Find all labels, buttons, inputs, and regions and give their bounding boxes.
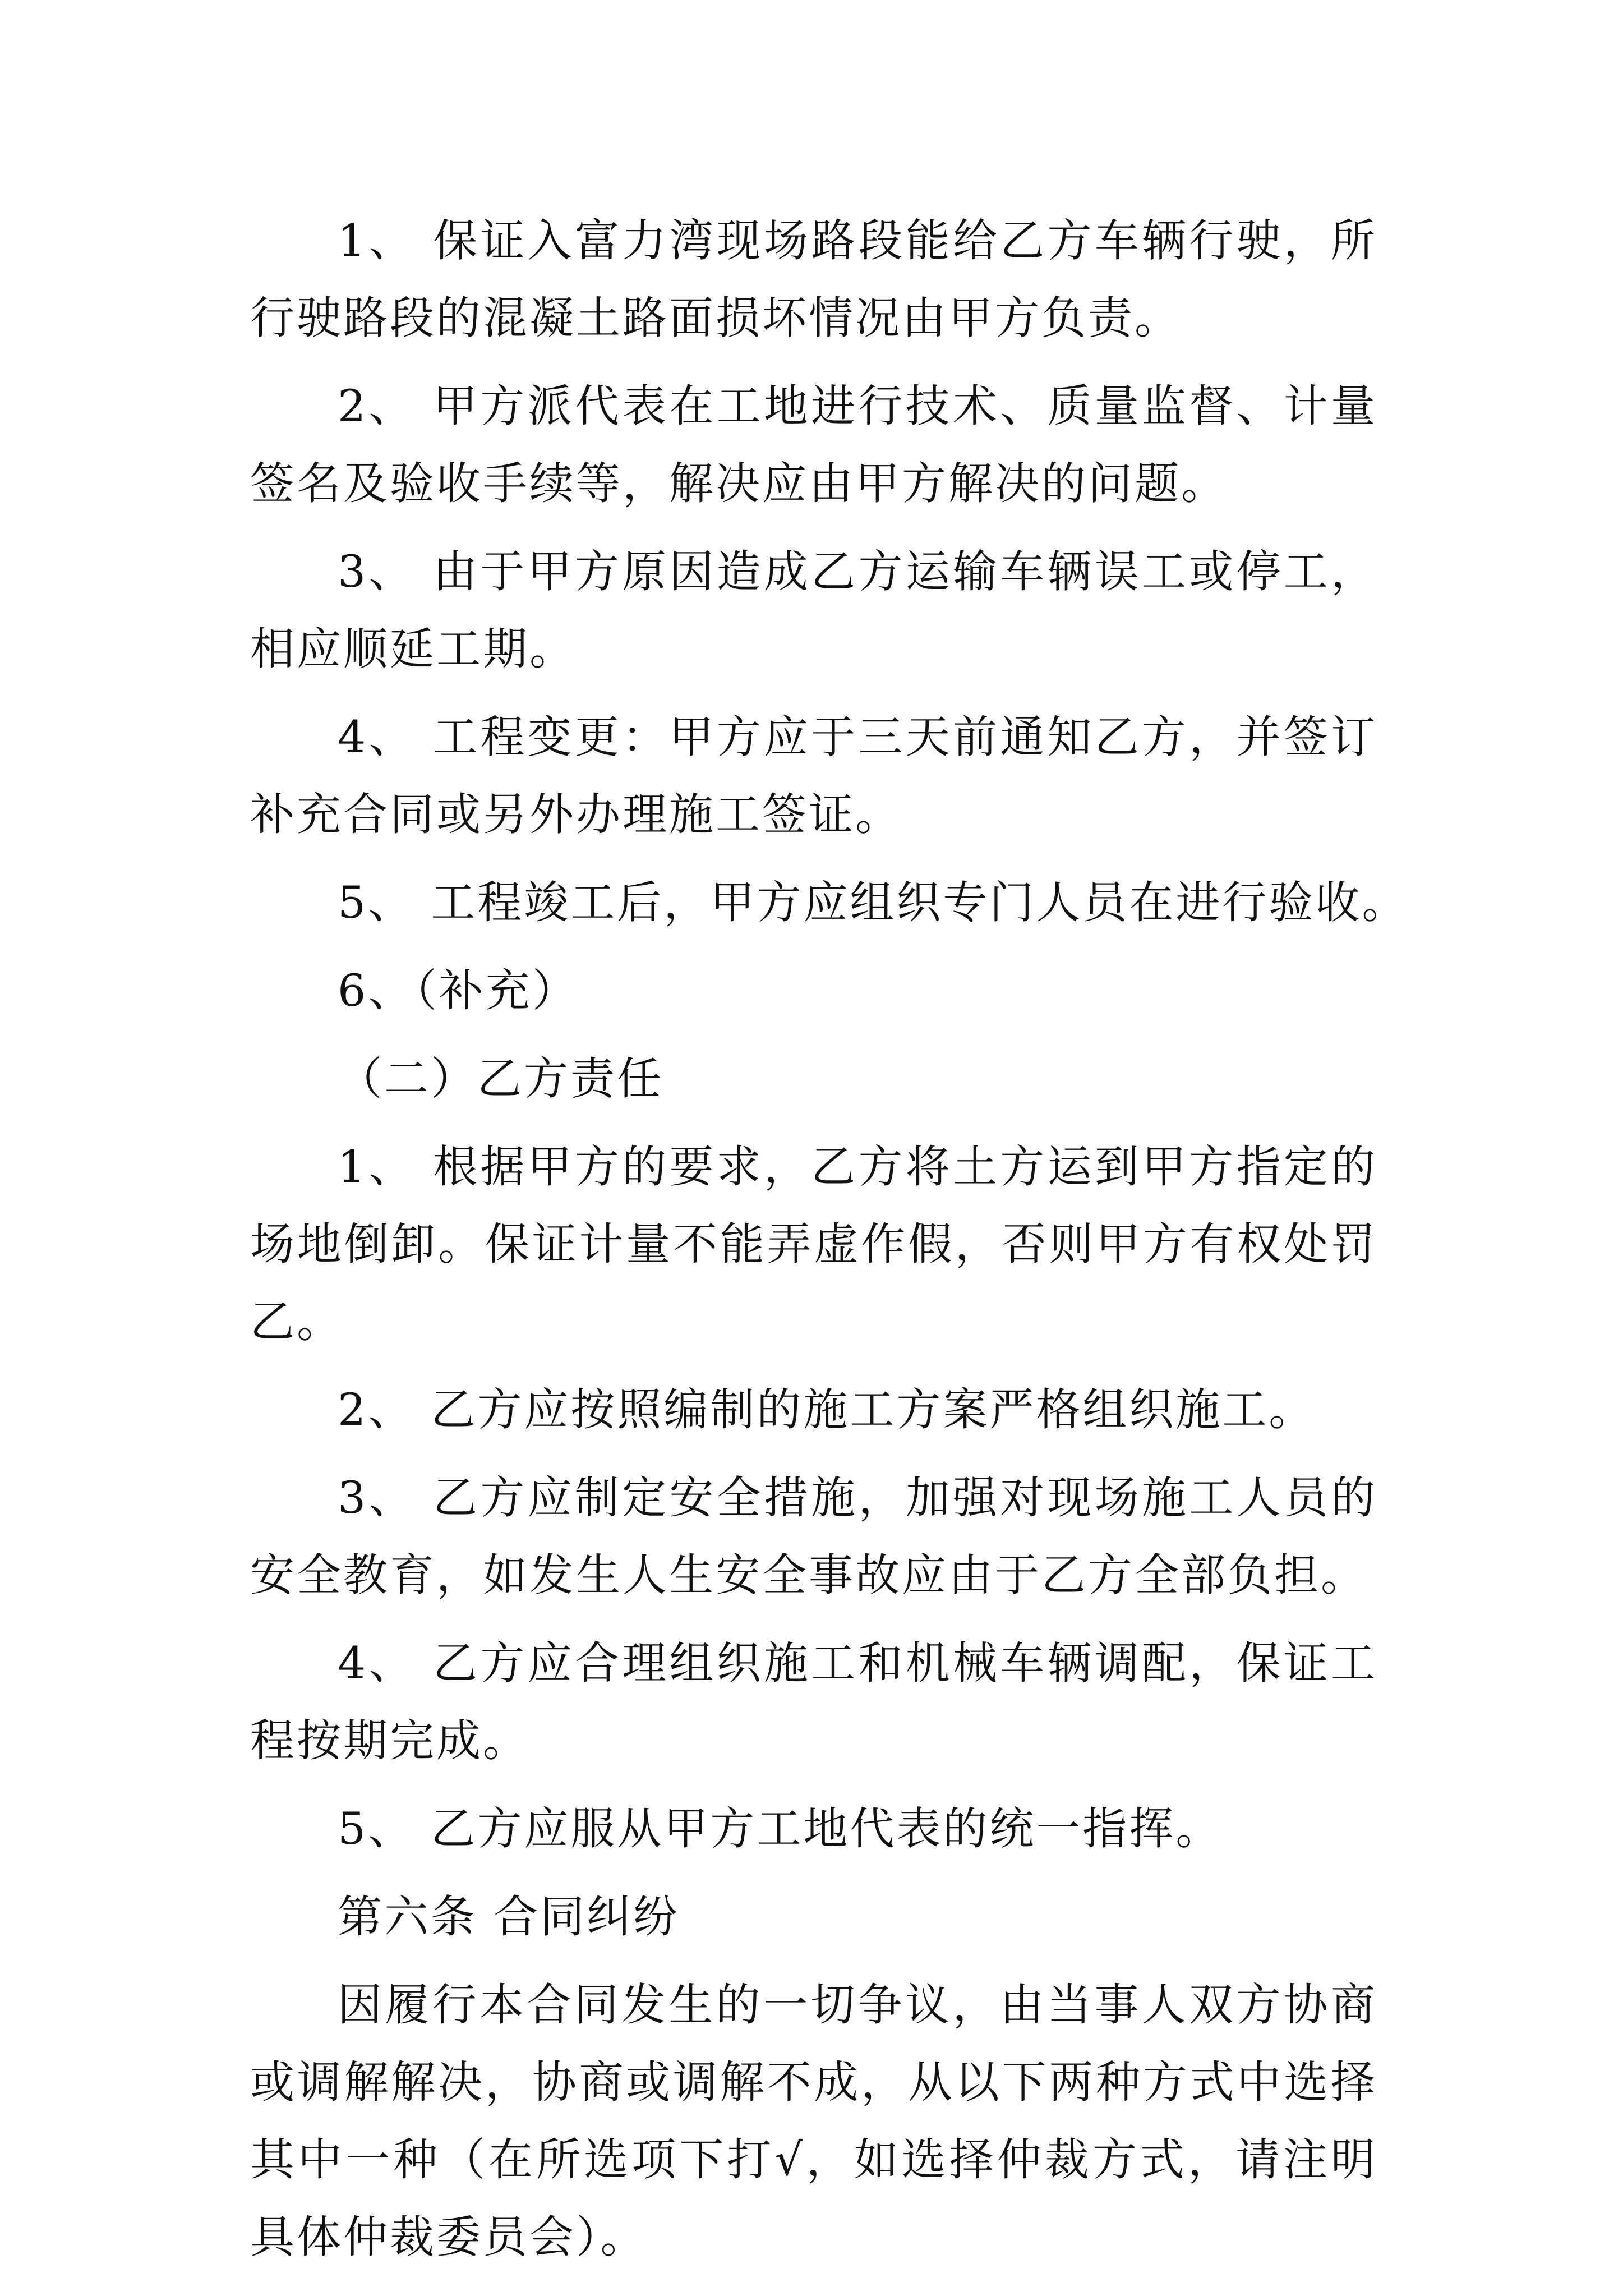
party-a-clause-3: 3、 由于甲方原因造成乙方运输车辆误工或停工，相应顺延工期。 — [250, 546, 1377, 675]
party-a-clause-2: 2、 甲方派代表在工地进行技术、质量监督、计量签名及验收手续等，解决应由甲方解决的问题。 — [250, 380, 1377, 509]
party-a-clause-1: 1、 保证入富力湾现场路段能给乙方车辆行驶，所行驶路段的混凝土路面损坏情况由甲方负责。 — [250, 215, 1377, 344]
party-b-clause-5: 5、 乙方应服从甲方工地代表的统一指挥。 — [338, 1803, 1223, 1855]
dispute-resolution-text: 因履行本合同发生的一切争议，由当事人双方协商或调解解决，协商或调解不成，从以下两种方式中选择其中一种（在所选项下打√，如选择仲裁方式，请注明具体仲裁委员会）。 — [250, 1979, 1377, 2263]
party-b-clause-3: 3、 乙方应制定安全措施，加强对现场施工人员的安全教育，如发生人生安全事故应由于乙方全部负担。 — [250, 1472, 1377, 1601]
document-body — [250, 202, 1409, 2286]
party-b-clause-4: 4、 乙方应合理组织施工和机械车辆调配，保证工程按期完成。 — [250, 1637, 1377, 1766]
article-6-heading: 第六条 合同纠纷 — [338, 1891, 680, 1943]
party-a-clause-4: 4、 工程变更：甲方应于三天前通知乙方，并签订补充合同或另外办理施工签证。 — [250, 711, 1377, 840]
party-b-clause-1: 1、 根据甲方的要求，乙方将土方运到甲方指定的场地倒卸。保证计量不能弄虚作假，否则甲方有权处罚乙。 — [250, 1141, 1377, 1347]
party-b-heading: （二）乙方责任 — [338, 1053, 663, 1105]
party-b-clause-2: 2、 乙方应按照编制的施工方案严格组织施工。 — [338, 1384, 1316, 1435]
party-a-clause-6: 6、（补充） — [338, 965, 579, 1016]
party-a-clause-5: 5、 工程竣工后，甲方应组织专门人员在进行验收。 — [338, 877, 1409, 928]
